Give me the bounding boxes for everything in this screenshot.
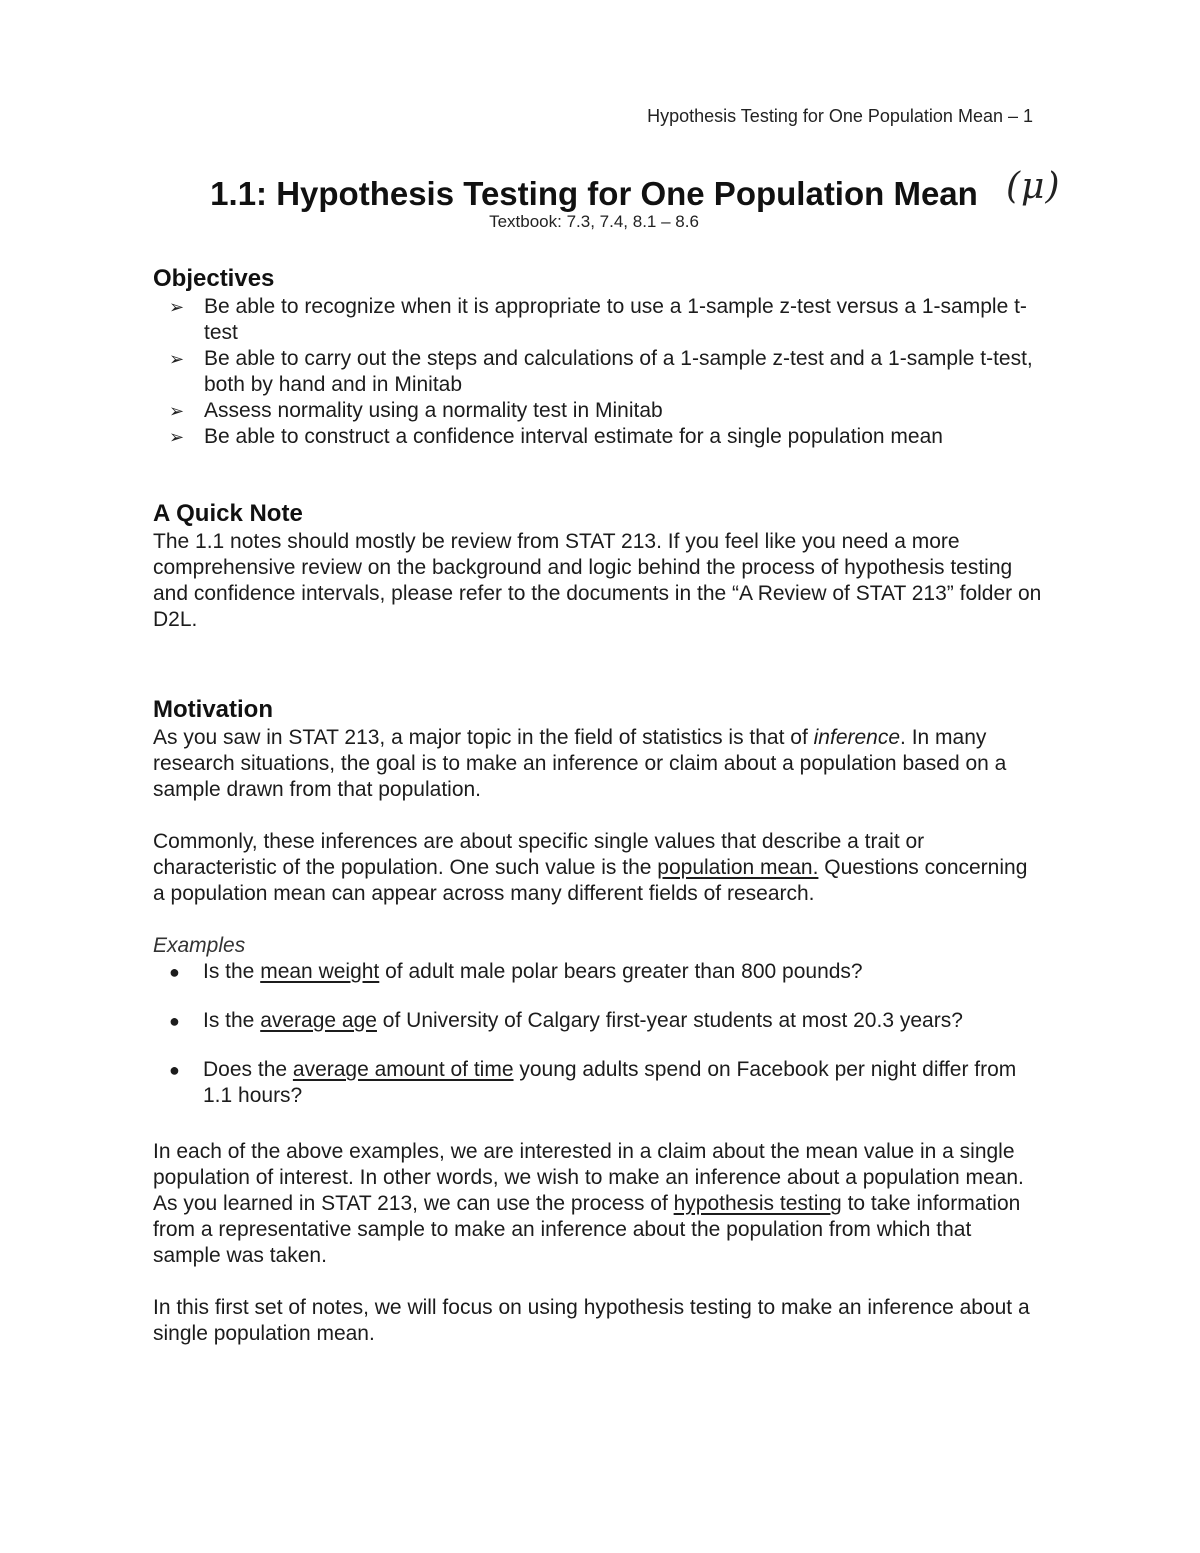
quick-note-heading: A Quick Note [153,500,303,527]
text-run: of adult male polar bears greater than 800 pounds? [379,960,863,983]
text-run: Does the [203,1058,293,1081]
underlined-term: mean weight [260,960,380,983]
objectives-section [153,264,1043,450]
motivation-section [153,695,1043,1347]
handwritten-mu-annotation: (μ) [1006,166,1061,207]
text-run: In each of the above examples, we are interested in a claim about the mean value in a single population of interest. In other words, we wish to make an inference about a population mean. As you learned in STAT 213, we can use the process of [153,1140,1024,1215]
list-item [153,398,1043,424]
text-run: As you saw in STAT 213, a major topic in the field of statistics is that of [153,726,814,749]
list-item [153,294,1043,346]
text-run: Is the [203,1009,261,1032]
motivation-paragraph-2 [153,829,1043,907]
list-item [153,1008,1043,1034]
textbook-reference: Textbook: 7.3, 7.4, 8.1 – 8.6 [489,212,699,231]
bullet-dot-icon: ● [169,1011,180,1031]
objective-text: Be able to carry out the steps and calculations of a 1-sample z-test and a 1-sample t-test, both by hand and in Minitab [204,347,1033,396]
arrow-bullet-icon: ➢ [169,401,185,421]
running-header: Hypothesis Testing for One Population Mean – 1 [647,106,1033,126]
text-run: young adults spend on Facebook per night differ from 1.1 hours? [203,1058,1017,1107]
arrow-bullet-icon: ➢ [169,297,185,317]
emphasis-inference: inference [813,726,901,749]
motivation-heading: Motivation [153,696,273,723]
quick-note-body: The 1.1 notes should mostly be review from STAT 213. If you feel like you need a more comprehensive review on the background and logic behind the process of hypothesis testing and confidence intervals, please refer to the documents in the “A Review of STAT 213” folder on D2L. [153,530,1042,631]
bullet-dot-icon: ● [169,1060,180,1080]
arrow-bullet-icon: ➢ [169,349,185,369]
bullet-dot-icon: ● [169,962,180,982]
text-run: Is the [203,960,261,983]
underlined-term: average age [260,1009,377,1032]
list-item [153,346,1043,398]
list-item [153,424,1043,450]
text-run: Commonly, these inferences are about specific single values that describe a trait or characteristic of the population. One such value is the [153,830,925,879]
text-run: to take information from a representative sample to make an inference about the population from which that sample was taken. [153,1192,1021,1267]
underlined-term: average amount of time [292,1058,514,1081]
arrow-bullet-icon: ➢ [169,427,185,447]
objective-text: Be able to construct a confidence interval estimate for a single population mean [204,425,943,448]
text-run: Questions concerning a population mean can appear across many different fields of research. [153,856,1028,905]
text-run: . In many research situations, the goal is to make an inference or claim about a population based on a sample drawn from that population. [153,726,1007,801]
motivation-paragraph-1 [153,725,1043,803]
examples-list [153,959,1043,1109]
motivation-paragraph-4: In this first set of notes, we will focus on using hypothesis testing to make an inference about a single population mean. [153,1296,1030,1345]
list-item [153,959,1043,985]
list-item [153,1057,1043,1109]
objectives-list [153,294,1043,450]
text-run: of University of Calgary first-year students at most 20.3 years? [376,1009,963,1032]
examples-label: Examples [153,934,246,957]
underlined-term: hypothesis testing [673,1192,842,1215]
motivation-paragraph-3 [153,1139,1043,1269]
main-content [153,264,1043,1347]
underlined-term: population mean. [657,856,819,879]
objectives-heading: Objectives [153,265,275,292]
document-title: 1.1: Hypothesis Testing for One Population Mean [210,175,978,212]
objective-text: Be able to recognize when it is appropriate to use a 1-sample z-test versus a 1-sample t-test [204,295,1027,344]
quick-note-section [153,499,1043,633]
objective-text: Assess normality using a normality test in Minitab [204,399,663,422]
